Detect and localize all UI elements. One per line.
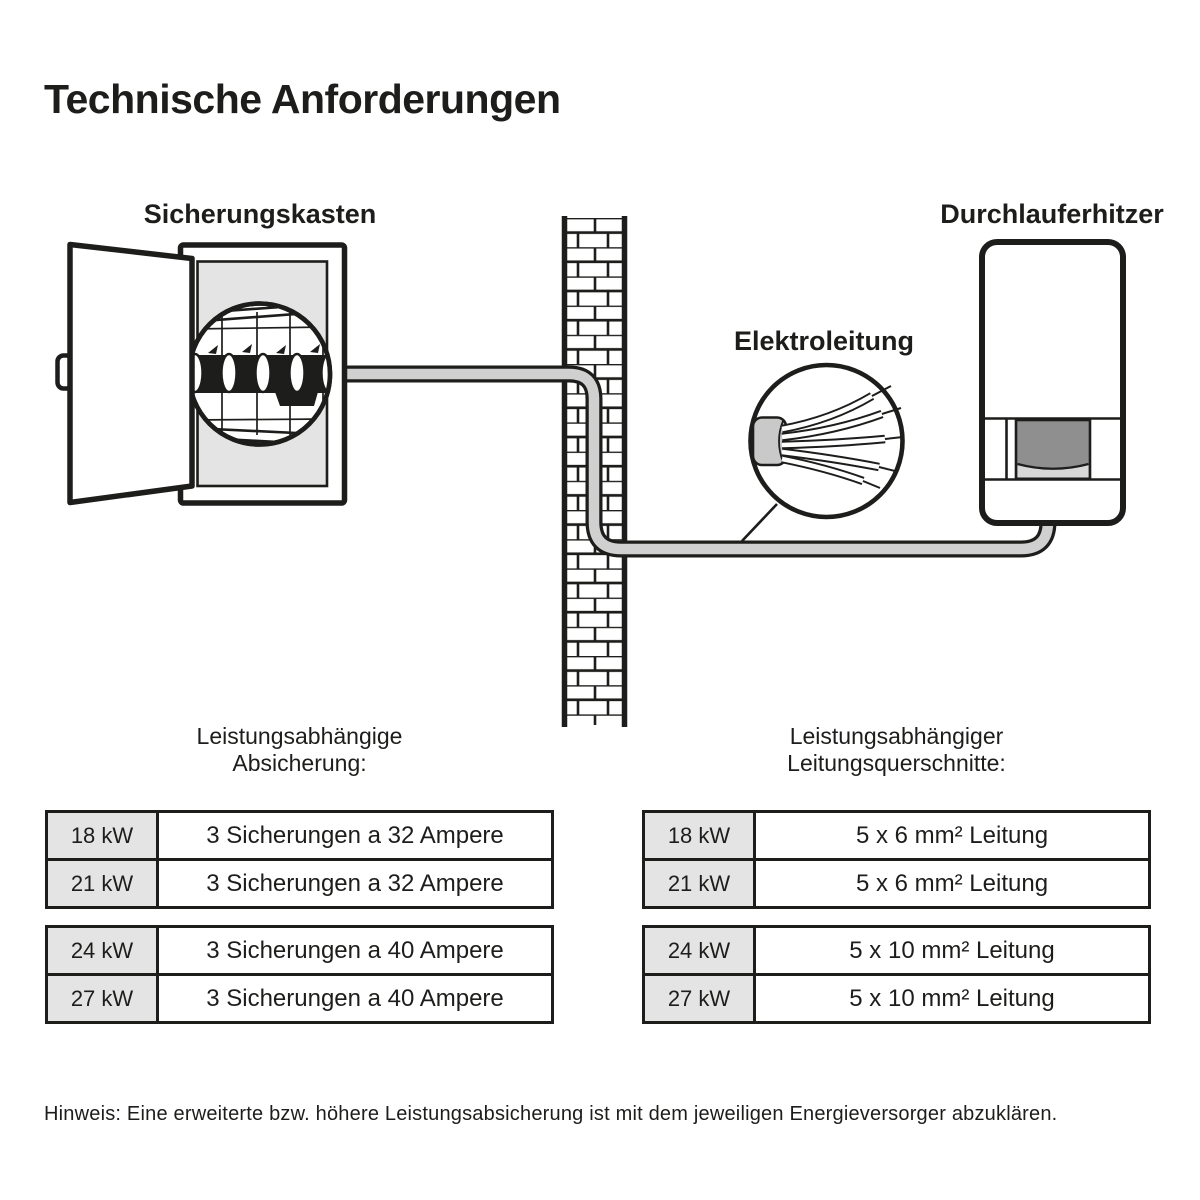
table-row: [48, 928, 551, 973]
pointer-line: [742, 504, 777, 541]
power-cell: 18 kW: [645, 813, 756, 858]
value-cell: 3 Sicherungen a 40 Ampere: [159, 928, 551, 973]
page-title: Technische Anforderungen: [44, 76, 561, 122]
value-cell: 3 Sicherungen a 40 Ampere: [159, 976, 551, 1021]
cable-table-group-1: [642, 810, 1151, 909]
power-cell: 24 kW: [48, 928, 159, 973]
label-fuse-box: Sicherungskasten: [143, 199, 377, 229]
value-cell: 3 Sicherungen a 32 Ampere: [159, 861, 551, 906]
table-row: [645, 973, 1148, 1021]
table-row: [48, 813, 551, 858]
label-water-heater: Durchlauferhitzer: [940, 199, 1164, 229]
table-row: [645, 813, 1148, 858]
table-row: [645, 858, 1148, 906]
value-cell: 5 x 10 mm² Leitung: [756, 928, 1148, 973]
table-row: [48, 973, 551, 1021]
cable-table-heading-line2: Leitungsquerschnitte:: [787, 750, 1006, 776]
fuse-table-heading-line1: Leistungsabhängige: [196, 723, 403, 749]
cable-table-group-2: [642, 925, 1151, 1024]
fuse-table-heading: [45, 723, 554, 777]
value-cell: 5 x 6 mm² Leitung: [756, 861, 1148, 906]
open-door: [70, 245, 192, 503]
power-cell: 24 kW: [645, 928, 756, 973]
table-row: [645, 928, 1148, 973]
table-row: [48, 858, 551, 906]
fuse-box-illustration: [58, 245, 345, 504]
footnote: Hinweis: Eine erweiterte bzw. höhere Leistungsabsicherung ist mit dem jeweiligen Energieversorger abzuklären.: [44, 1103, 1058, 1125]
value-cell: 3 Sicherungen a 32 Ampere: [159, 813, 551, 858]
value-cell: 5 x 10 mm² Leitung: [756, 976, 1148, 1021]
power-cell: 27 kW: [645, 976, 756, 1021]
fuse-table-heading-line2: Absicherung:: [232, 750, 367, 776]
label-cable: Elektroleitung: [733, 326, 915, 356]
power-cell: 27 kW: [48, 976, 159, 1021]
electric-cable: [340, 374, 1048, 549]
fuse-table-group-1: [45, 810, 554, 909]
power-cell: 21 kW: [645, 861, 756, 906]
cable-table-heading: [642, 723, 1151, 777]
fuse-table-group-2: [45, 925, 554, 1024]
water-heater-illustration: [982, 242, 1123, 523]
power-cell: 18 kW: [48, 813, 159, 858]
power-cell: 21 kW: [48, 861, 159, 906]
cable-table-heading-line1: Leistungsabhängiger: [789, 723, 1004, 749]
value-cell: 5 x 6 mm² Leitung: [756, 813, 1148, 858]
cable-cross-section-circle: [751, 365, 904, 517]
